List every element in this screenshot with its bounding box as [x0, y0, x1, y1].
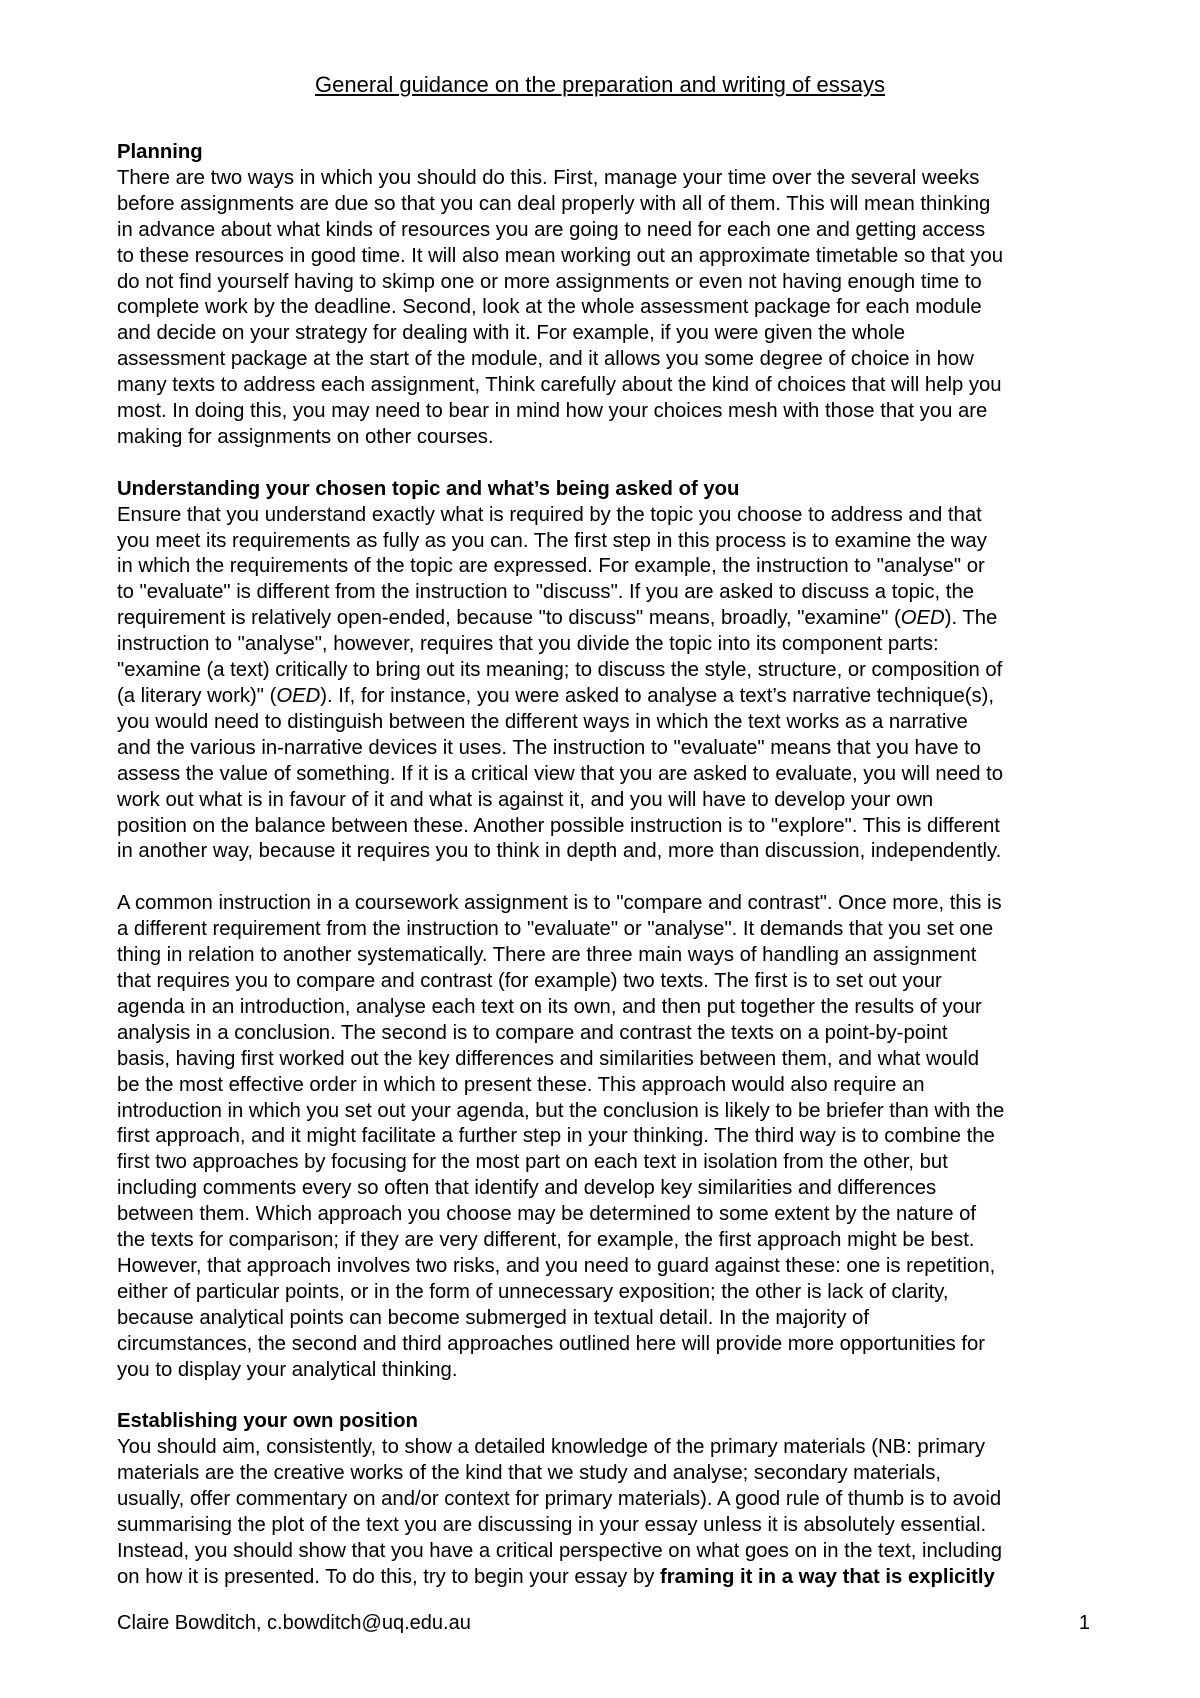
paragraph — [117, 166, 1102, 451]
text-line: materials are the creative works of the kind that we study and analyse; secondary materials, — [117, 1462, 942, 1485]
text-line: circumstances, the second and third approaches outlined here will provide more opportunities for — [117, 1332, 986, 1355]
text-line: assessment package at the start of the module, and it allows you some degree of choice in how — [117, 348, 974, 371]
section — [117, 477, 1102, 1384]
text-line: in which the requirements of the topic are expressed. For example, the instruction to "analyse" or — [117, 555, 985, 578]
text-line: before assignments are due so that you can deal properly with all of them. This will mean thinking — [117, 192, 991, 215]
text-line: in advance about what kinds of resources you are going to need for each one and getting access — [117, 218, 986, 241]
text-line: you would need to distinguish between the different ways in which the text works as a narrative — [117, 710, 968, 733]
text-line: most. In doing this, you may need to bear in mind how your choices mesh with those that you are — [117, 400, 988, 423]
text-line: first approach, and it might facilitate a further step in your thinking. The third way is to combine the — [117, 1125, 995, 1148]
text-line: the texts for comparison; if they are very different, for example, the first approach might be best. — [117, 1229, 975, 1252]
text-line: work out what is in favour of it and what is against it, and you will have to develop your own — [117, 788, 934, 811]
text-line: assess the value of something. If it is a critical view that you are asked to evaluate, you will need to — [117, 762, 1004, 785]
text-line: requirement is relatively open-ended, because "to discuss" means, broadly, "examine" (OED). The — [117, 607, 998, 630]
paragraph — [117, 503, 1102, 866]
text-line: However, that approach involves two risks, and you need to guard against these: one is repetition, — [117, 1254, 996, 1277]
text-line: between them. Which approach you choose may be determined to some extent by the nature of — [117, 1203, 977, 1226]
text-line: making for assignments on other courses. — [117, 425, 494, 448]
section-heading: Planning — [117, 141, 203, 163]
footer-author: Claire Bowditch, c.bowditch@uq.edu.au — [117, 1612, 471, 1634]
section-heading: Understanding your chosen topic and what’s being asked of you — [117, 477, 740, 500]
text-line: a different requirement from the instruction to "evaluate" or "analyse". It demands that you set one — [117, 918, 994, 941]
text-line: introduction in which you set out your agenda, but the conclusion is likely to be briefer than with the — [117, 1099, 1005, 1122]
footer-page-number: 1 — [1078, 1612, 1090, 1634]
text-line: analysis in a conclusion. The second is to compare and contrast the texts on a point-by-point — [117, 1021, 948, 1044]
text-line: to "evaluate" is different from the instruction to "discuss". If you are asked to discuss a topic, the — [117, 581, 975, 604]
text-line: do not find yourself having to skimp one or more assignments or even not having enough time to — [117, 270, 982, 293]
text-line: including comments every so often that identify and develop key similarities and differences — [117, 1177, 937, 1200]
document-title: General guidance on the preparation and writing of essays — [315, 72, 885, 97]
paragraph — [117, 891, 1102, 1383]
text-line: usually, offer commentary on and/or context for primary materials). A good rule of thumb is to avoid — [117, 1488, 1002, 1511]
text-line: complete work by the deadline. Second, look at the whole assessment package for each module — [117, 296, 982, 319]
text-line: and the various in-narrative devices it uses. The instruction to "evaluate" means that you have to — [117, 736, 982, 759]
section — [117, 140, 1102, 451]
text-line: summarising the plot of the text you are discussing in your essay unless it is absolutely essential. — [117, 1513, 987, 1536]
text-line: basis, having first worked out the key differences and similarities between them, and what would — [117, 1047, 980, 1070]
text-line: "examine (a text) critically to bring out its meaning; to discuss the style, structure, or composition of — [117, 659, 1003, 682]
text-line: position on the balance between these. Another possible instruction is to "explore". This is different — [117, 814, 1000, 837]
text-line: you meet its requirements as fully as you can. The first step in this process is to examine the way — [117, 529, 987, 552]
section — [117, 1409, 1102, 1590]
text-line: first two approaches by focusing for the most part on each text in isolation from the other, but — [117, 1151, 948, 1174]
section-heading: Establishing your own position — [117, 1410, 418, 1433]
text-line: Instead, you should show that you have a critical perspective on what goes on in the text, including — [117, 1539, 1003, 1562]
text-line: in another way, because it requires you to think in depth and, more than discussion, independently. — [117, 840, 1002, 863]
text-line: A common instruction in a coursework assignment is to "compare and contrast". Once more, this is — [117, 892, 1002, 915]
text-line: that requires you to compare and contrast (for example) two texts. The first is to set out your — [117, 969, 942, 992]
paragraph — [117, 1435, 1102, 1590]
text-line: because analytical points can become submerged in textual detail. In the majority of — [117, 1306, 869, 1329]
italic-abbreviation: OED — [276, 685, 321, 708]
text-line: and decide on your strategy for dealing with it. For example, if you were given the whole — [117, 322, 906, 345]
text-line: be the most effective order in which to present these. This approach would also require an — [117, 1073, 925, 1096]
italic-abbreviation: OED — [900, 607, 945, 630]
text-line — [117, 1565, 1102, 1591]
text-line: There are two ways in which you should do this. First, manage your time over the several weeks — [117, 166, 980, 189]
text-line: instruction to "analyse", however, requires that you divide the topic into its component parts: — [117, 633, 939, 656]
text-line: you to display your analytical thinking. — [117, 1358, 458, 1381]
text-line: agenda in an introduction, analyse each text on its own, and then put together the results of your — [117, 995, 982, 1018]
text-line: Ensure that you understand exactly what is required by the topic you choose to address and that — [117, 503, 982, 526]
text-line: thing in relation to another systematically. There are three main ways of handling an assignment — [117, 944, 977, 967]
document-body — [117, 140, 1102, 1617]
emphasis-text: framing it in a way that is explicitly — [660, 1565, 995, 1588]
text-span: on how it is presented. To do this, try to begin your essay by — [117, 1565, 661, 1588]
text-line: to these resources in good time. It will also mean working out an approximate timetable so that you — [117, 244, 1004, 267]
text-line: (a literary work)" (OED). If, for instance, you were asked to analyse a text’s narrative technique(s), — [117, 685, 995, 708]
text-line: either of particular points, or in the form of unnecessary exposition; the other is lack of clarity, — [117, 1280, 949, 1303]
text-line: many texts to address each assignment, Think carefully about the kind of choices that will help you — [117, 374, 1002, 397]
text-line: You should aim, consistently, to show a detailed knowledge of the primary materials (NB: primary — [117, 1436, 985, 1459]
